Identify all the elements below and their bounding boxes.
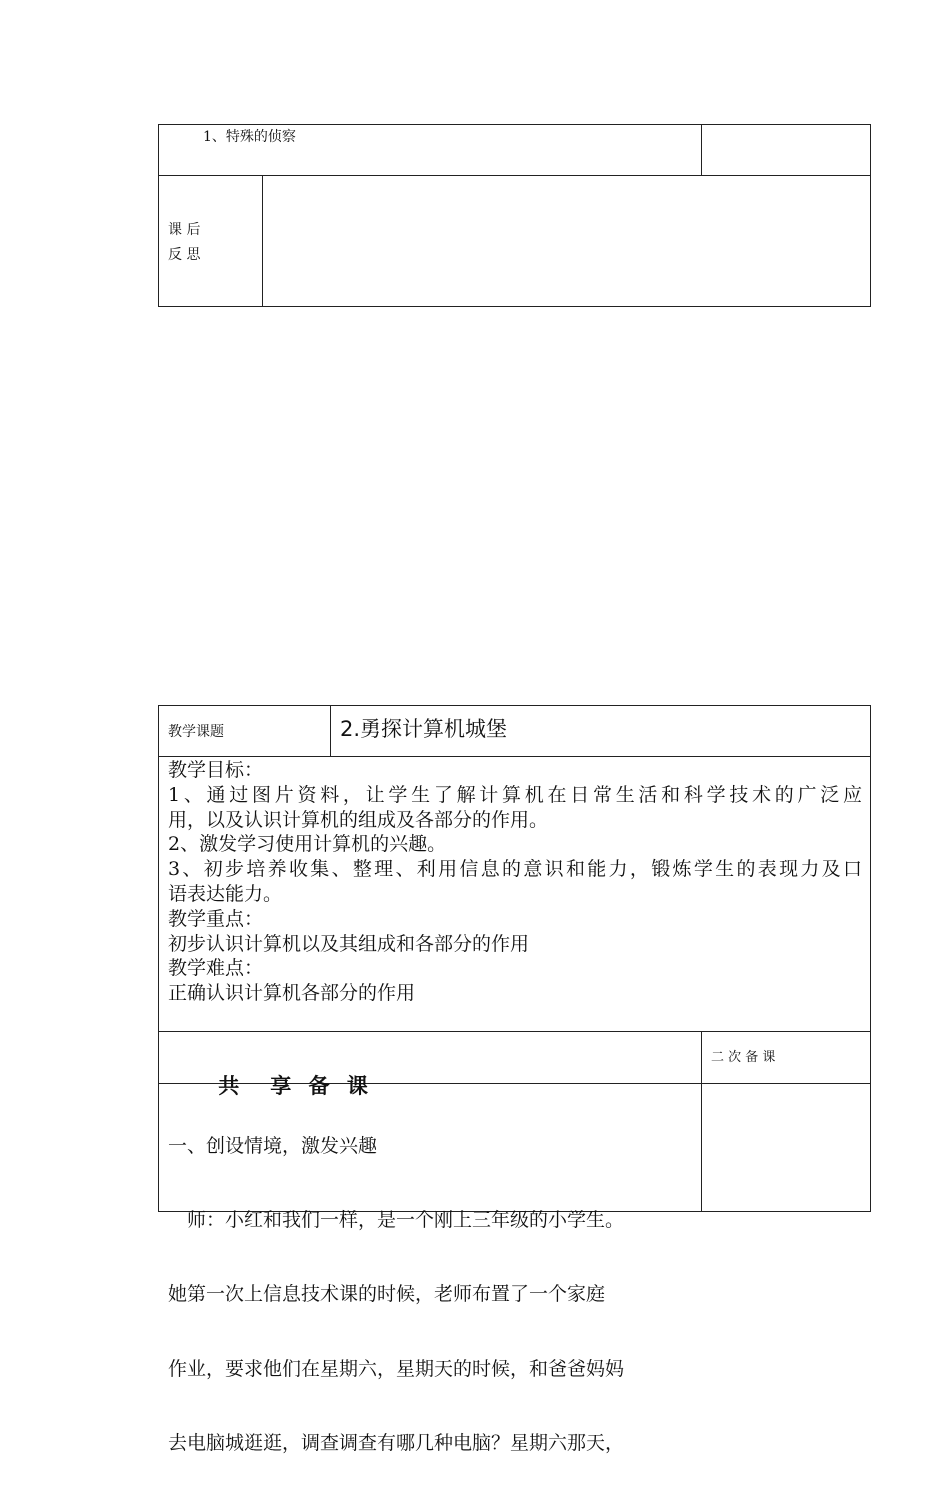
objectives-heading: 教学目标：: [168, 759, 264, 781]
table-column-divider: [330, 706, 331, 756]
objective-item-3-line1: 3、初步培养收集、整理、利用信息的意识和能力，锻炼学生的表现力及口: [168, 858, 862, 881]
topic-value-cell: [340, 715, 860, 743]
objective-item-2: 2、激发学习使用计算机的兴趣。: [168, 833, 447, 856]
second-prep-heading-cell: [711, 1049, 861, 1067]
shared-prep-heading: 共 享 备 课: [218, 1073, 373, 1098]
second-prep-notes-cell: [702, 1084, 870, 1211]
key-points-heading: 教学重点：: [168, 907, 264, 930]
lesson-plan-table: [158, 705, 871, 1455]
table-row-divider: [159, 756, 870, 757]
second-prep-heading: 二 次 备 课: [711, 1050, 776, 1065]
lesson-content-cell: [168, 1084, 694, 1506]
lesson-paragraph-line: 去电脑城逛逛，调查调查有哪几种电脑？星期六那天，: [168, 1432, 625, 1455]
objective-item-3-line2: 语表达能力。: [168, 882, 283, 905]
objective-item-1-line1: 1、通过图片资料，让学生了解计算机在日常生活和科学技术的广泛应: [168, 783, 862, 806]
reflection-label-line2: 反 思: [168, 247, 201, 263]
reflection-content-cell: [263, 176, 870, 306]
difficulties-text: 正确认识计算机各部分的作用: [168, 982, 416, 1005]
objective-item-1-line2: 用，以及认识计算机的组成及各部分的作用。: [168, 808, 549, 831]
lesson-item-label: 1、特殊的侦察: [203, 129, 296, 145]
key-points-text: 初步认识计算机以及其组成和各部分的作用: [168, 932, 530, 955]
lesson-item-cell: [203, 128, 693, 146]
lesson-paragraph-line: 她第一次上信息技术课的时候，老师布置了一个家庭: [168, 1283, 606, 1306]
topic-title: 2.勇探计算机城堡: [340, 717, 508, 741]
reflection-label-cell: [168, 218, 258, 268]
difficulties-heading: 教学难点：: [168, 957, 264, 980]
lesson-paragraph-line: 师：小红和我们一样，是一个刚上三年级的小学生。: [168, 1208, 625, 1231]
lesson-section-heading: 一、创设情境，激发兴趣: [168, 1134, 378, 1157]
objectives-cell: [168, 758, 862, 1006]
reflection-label-line1: 课 后: [168, 222, 201, 238]
lesson-paragraph-line: 作业，要求他们在星期六，星期天的时候，和爸爸妈妈: [168, 1357, 625, 1380]
topic-label: 教学课题: [168, 724, 224, 740]
topic-label-cell: [168, 723, 318, 741]
reflection-table: [158, 124, 871, 307]
table-row-divider: [159, 1031, 870, 1032]
lesson-item-notes-cell: [702, 125, 870, 175]
